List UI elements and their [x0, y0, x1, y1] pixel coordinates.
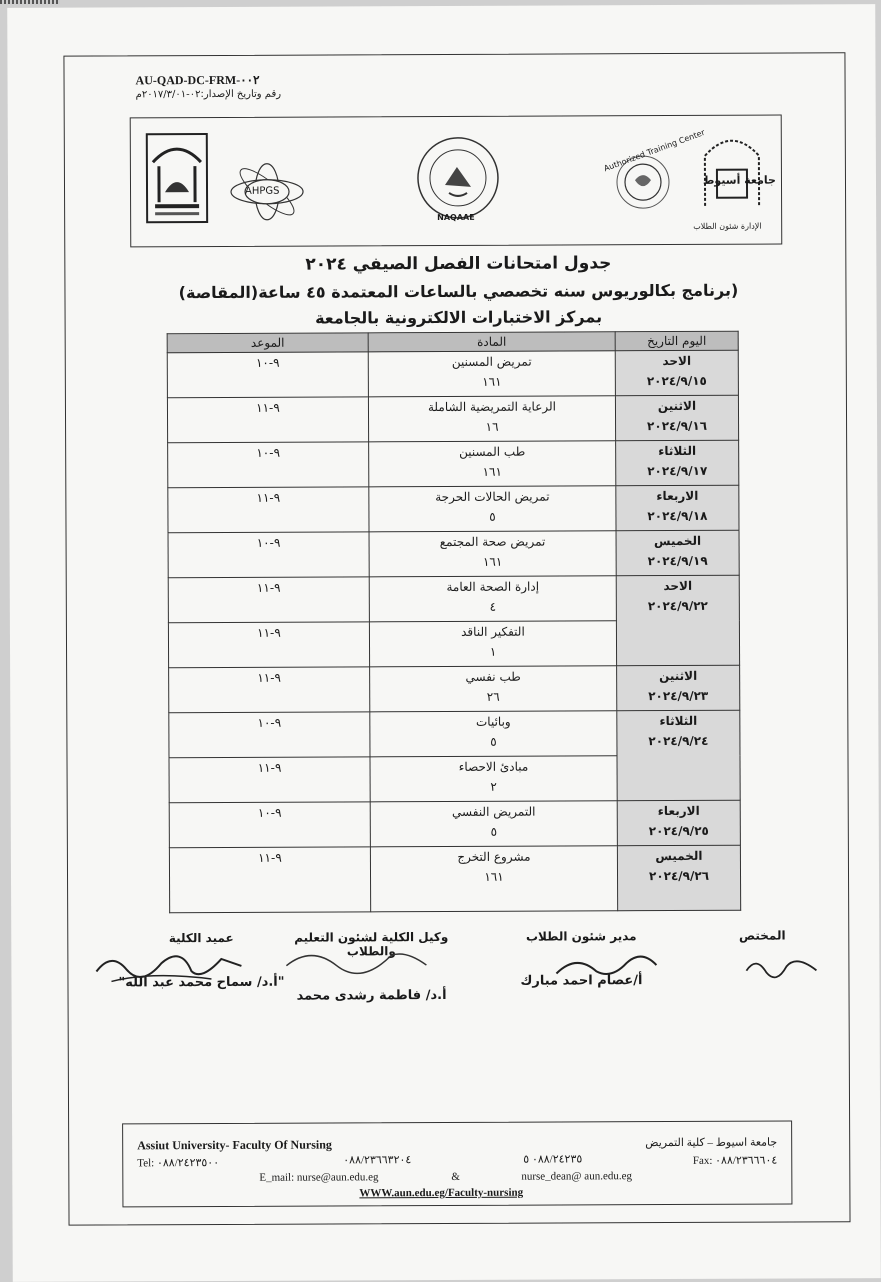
day-name: الاحد	[617, 576, 739, 597]
subject-name: التمريض النفسي	[371, 801, 617, 822]
subject-code: ١	[370, 641, 616, 662]
day-date: ٢٠٢٤/٩/١٩	[617, 551, 739, 572]
footer-email-1[interactable]: E_mail: nurse@aun.edu.eg	[259, 1171, 378, 1184]
scan-edge-strip	[0, 0, 60, 4]
footer-phone-3: ٠٨٨/٢٤٢٣٥ ٥	[523, 1152, 582, 1165]
table-row	[169, 665, 740, 712]
document-code: AU-QAD-DC-FRM-٠٠٢	[136, 73, 260, 89]
table-row	[168, 575, 739, 622]
subject-cell	[369, 441, 616, 487]
exam-time: ٩-١٠	[169, 712, 369, 733]
signature-title: وكيل الكلية لشئون التعليم والطلاب	[271, 930, 471, 959]
exam-time: ٩-١١	[169, 577, 369, 598]
day-cell	[616, 485, 739, 531]
day-cell	[617, 845, 740, 911]
table-row	[168, 485, 739, 532]
time-cell	[169, 712, 370, 758]
document-page	[7, 4, 881, 1282]
university-name: جامعة أسيوط	[703, 174, 776, 187]
subject-code: ١٦١	[370, 551, 616, 572]
day-date: ٢٠٢٤/٩/٢٣	[617, 686, 739, 707]
subject-cell	[370, 711, 617, 757]
subject-name: تمريض المسنين	[369, 351, 615, 372]
exam-time: ٩-١٠	[169, 532, 369, 553]
footer-fax: Fax: ٠٨٨/٢٣٦٦٦٠٤	[693, 1154, 778, 1167]
subject-cell	[369, 621, 616, 667]
time-cell	[168, 487, 369, 533]
subject-cell	[368, 351, 615, 397]
signature-name: أ.د/ فاطمة رشدى محمد	[272, 988, 472, 1004]
faculty-emblem-icon	[145, 132, 209, 224]
header-subject: المادة	[368, 332, 615, 352]
subject-code: ٥	[370, 731, 616, 752]
subject-code: ٢٦	[370, 686, 616, 707]
table-row	[169, 710, 740, 757]
assiut-university-logo-icon	[697, 126, 767, 208]
subject-cell	[370, 666, 617, 712]
day-cell	[617, 800, 740, 846]
handwritten-signature-specialist-icon	[741, 950, 821, 986]
signature-title: المختص	[717, 928, 807, 942]
exam-schedule-table	[167, 331, 742, 913]
day-date: ٢٠٢٤/٩/٢٥	[618, 821, 740, 842]
title-line-2: (برنامج بكالوريوس سنه تخصصي بالساعات المعتمدة ٤٥ ساعة(المقاصة)	[158, 281, 758, 303]
signature-title: عميد الكلية	[111, 931, 291, 946]
time-cell	[168, 577, 369, 623]
day-cell	[616, 530, 739, 576]
exam-time: ٩-١١	[168, 487, 368, 508]
subject-name: مشروع التخرج	[371, 846, 617, 867]
subject-cell	[368, 396, 615, 442]
time-cell	[168, 622, 369, 668]
subject-code: ٥	[369, 506, 615, 527]
exam-time: ٩-١٠	[170, 802, 370, 823]
day-cell	[615, 395, 738, 441]
exam-time: ٩-١١	[169, 667, 369, 688]
naqaae-label: NAQAAE	[437, 213, 475, 222]
day-cell	[617, 710, 740, 801]
subject-name: إدارة الصحة العامة	[370, 576, 616, 597]
day-name: الثلاثاء	[616, 441, 738, 462]
subject-name: طب نفسي	[370, 666, 616, 687]
exam-time: ٩-١١	[169, 622, 369, 643]
day-name: الاثنين	[616, 396, 738, 417]
footer-ampersand: &	[451, 1171, 460, 1183]
footer-phone-2: ٠٨٨/٢٣٦٦٣٢٠٤	[343, 1153, 411, 1166]
day-name: الاثنين	[617, 666, 739, 687]
subject-name: تمريض صحة المجتمع	[370, 531, 616, 552]
day-name: الاحد	[616, 351, 738, 372]
table-row	[168, 440, 739, 487]
day-date: ٢٠٢٤/٩/١٨	[616, 506, 738, 527]
time-cell	[169, 802, 370, 848]
footer-left-title: Assiut University- Faculty Of Nursing	[137, 1137, 332, 1153]
day-date: ٢٠٢٤/٩/١٥	[616, 371, 738, 392]
subject-cell	[369, 531, 616, 577]
table-row	[167, 395, 738, 442]
table-row	[168, 530, 739, 577]
training-center-label: Authorized Training Center	[603, 128, 706, 173]
subject-code: ٢	[371, 776, 617, 797]
time-cell	[169, 847, 370, 913]
footer-box	[122, 1120, 792, 1207]
logo-box	[130, 115, 783, 248]
subject-name: تمريض الحالات الحرجة	[369, 486, 615, 507]
handwritten-signature-vice-dean-icon	[281, 940, 431, 981]
signature-title: مدير شئون الطلاب	[501, 929, 661, 944]
header-time: الموعد	[167, 333, 368, 353]
day-cell	[616, 440, 739, 486]
time-cell	[168, 532, 369, 578]
day-name: الاربعاء	[618, 801, 740, 822]
day-date: ٢٠٢٤/٩/١٧	[616, 461, 738, 482]
day-cell	[617, 665, 740, 711]
time-cell	[168, 442, 369, 488]
day-name: الخميس	[618, 846, 740, 867]
subject-name: طب المسنين	[369, 441, 615, 462]
handwritten-signature-dean-icon	[91, 941, 251, 992]
subject-code: ٥	[371, 821, 617, 842]
subject-name: التفكير الناقد	[370, 621, 616, 642]
exam-time: ٩-١٠	[168, 442, 368, 463]
exam-time: ٩-١١	[170, 757, 370, 778]
day-name: الاربعاء	[616, 486, 738, 507]
ahpgs-label: AHPGS	[245, 186, 280, 197]
footer-tel: Tel: ٠٨٨/٢٤٢٣٥٠٠	[137, 1156, 219, 1169]
table-row	[169, 845, 740, 912]
footer-email-2[interactable]: nurse_dean@ aun.edu.eg	[521, 1170, 632, 1182]
subject-code: ١٦١	[371, 866, 617, 887]
day-cell	[615, 350, 738, 396]
title-line-3: بمركز الاختبارات الالكترونية بالجامعة	[159, 307, 759, 329]
subject-code: ١٦	[369, 416, 615, 437]
university-sub: الإدارة شئون الطلاب	[693, 222, 761, 231]
day-name: الثلاثاء	[617, 711, 739, 732]
subject-code: ١٦١	[369, 371, 615, 392]
exam-time: ٩-١٠	[168, 352, 368, 373]
exam-time: ٩-١١	[168, 397, 368, 418]
subject-cell	[370, 801, 617, 847]
handwritten-signature-manager-icon	[551, 943, 661, 983]
day-date: ٢٠٢٤/٩/٢٢	[617, 596, 739, 617]
footer-right-title: جامعة اسيوط – كلية التمريض	[645, 1136, 777, 1150]
day-name: الخميس	[617, 531, 739, 552]
subject-cell	[370, 846, 617, 912]
exam-time: ٩-١١	[170, 847, 370, 868]
issue-line: رقم وتاريخ الإصدار:٠٢-٢٠١٧/٣/٠١م	[136, 89, 281, 101]
subject-code: ٤	[370, 596, 616, 617]
day-date: ٢٠٢٤/٩/٢٤	[617, 731, 739, 752]
signature-name: "أ.د/ سماح محمد عبد الله"	[111, 975, 291, 991]
signatures-row	[111, 928, 811, 1011]
subject-code: ١٦١	[369, 461, 615, 482]
subject-name: وبائيات	[370, 711, 616, 732]
subject-cell	[369, 576, 616, 622]
day-date: ٢٠٢٤/٩/١٦	[616, 416, 738, 437]
subject-cell	[370, 756, 617, 802]
signature-name: أ/عصام احمد مبارك	[501, 973, 661, 989]
subject-name: الرعاية التمريضية الشاملة	[369, 396, 615, 417]
table-header-row	[167, 331, 738, 352]
header-day: اليوم التاريخ	[615, 331, 738, 351]
table-row	[169, 800, 740, 847]
day-date: ٢٠٢٤/٩/٢٦	[618, 866, 740, 887]
subject-name: مبادئ الاحصاء	[370, 756, 616, 777]
subject-cell	[369, 486, 616, 532]
day-cell	[616, 575, 739, 666]
table-row	[167, 350, 738, 397]
time-cell	[169, 667, 370, 713]
footer-website-link[interactable]: WWW.aun.edu.eg/Faculty-nursing	[359, 1187, 523, 1200]
time-cell	[167, 397, 368, 443]
time-cell	[167, 352, 368, 398]
title-line-1: جدول امتحانات الفصل الصيفي ٢٠٢٤	[158, 253, 758, 276]
time-cell	[169, 757, 370, 803]
